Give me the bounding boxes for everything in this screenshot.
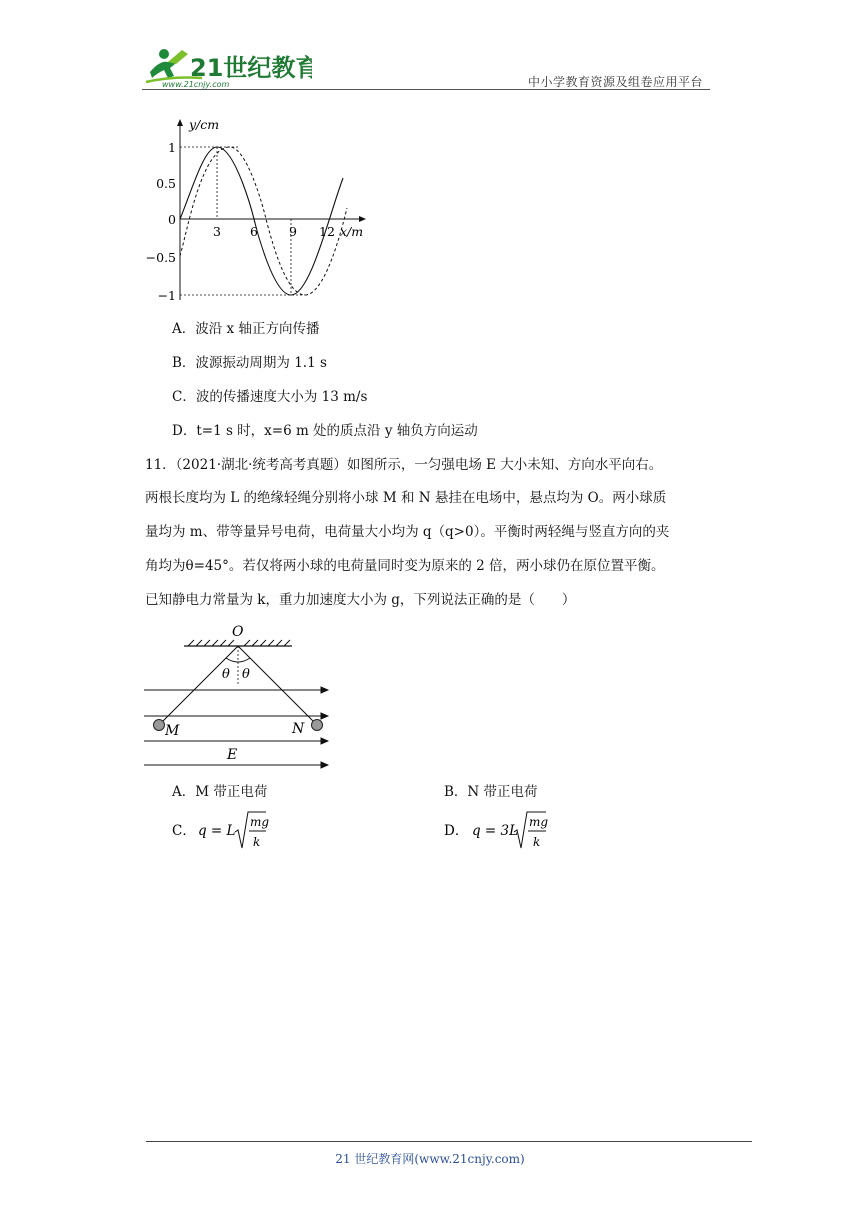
- q11-line-3: 量均为 m、带等量异号电荷，电荷量大小均为 q（q>0）。平衡时两轻绳与竖直方向的夹: [145, 524, 670, 540]
- q11-line-1: 11．（2021·湖北·统考高考真题）如图所示，一匀强电场 E 大小未知、方向水平向右。: [145, 457, 663, 473]
- x-tick: 12: [319, 224, 335, 239]
- logo-text: 21世纪教育: [190, 54, 312, 82]
- option-letter: D．: [444, 823, 469, 839]
- q11-option-b: [444, 782, 538, 802]
- theta-left: θ: [222, 667, 230, 682]
- ceiling-hatch: [188, 640, 290, 646]
- guide-lines: [180, 147, 305, 295]
- ball-n-label: N: [292, 721, 305, 737]
- ball-n: [312, 720, 323, 731]
- x-tick: 9: [289, 224, 297, 239]
- option-letter: A．: [172, 784, 196, 800]
- option-letter: A．: [172, 321, 196, 337]
- y-ticks: [146, 140, 176, 303]
- option-text: 波源振动周期为 1.1 s: [195, 355, 327, 371]
- electric-field-diagram: [140, 620, 340, 772]
- point-o-label: O: [232, 624, 244, 640]
- y-tick: 1: [168, 140, 176, 155]
- ball-m: [154, 720, 165, 731]
- q11-option-d: [444, 808, 574, 854]
- header-divider: [142, 89, 710, 90]
- q10-option-a: [172, 319, 319, 339]
- q10-option-d: [172, 421, 478, 441]
- x-tick: 3: [213, 224, 221, 239]
- option-text: N 带正电荷: [467, 784, 538, 800]
- wave-graph: [140, 112, 380, 308]
- option-letter: C．: [172, 823, 196, 839]
- field-e-label: E: [227, 747, 238, 763]
- q10-option-b: [172, 353, 327, 373]
- x-axis-label: x/m: [340, 224, 364, 239]
- q11-line-2: 两根长度均为 L 的绝缘轻绳分别将小球 M 和 N 悬挂在电场中，悬点均为 O。两小球质: [145, 490, 667, 506]
- x-tick: 6: [250, 224, 258, 239]
- q10-option-c: [172, 387, 367, 407]
- option-text: 波沿 x 轴正方向传播: [195, 321, 320, 337]
- formula-denominator: k: [253, 835, 261, 849]
- platform-name: 中小学教育资源及组卷应用平台: [528, 75, 704, 89]
- y-axis-label: y/cm: [189, 117, 220, 132]
- y-tick: 0: [168, 212, 176, 227]
- logo-url: www.21cnjy.com: [162, 80, 230, 89]
- wave-dashed: [180, 147, 347, 295]
- y-tick: 0.5: [156, 176, 176, 191]
- option-text: 波的传播速度大小为 13 m/s: [195, 389, 368, 405]
- formula-numerator: mg: [529, 815, 549, 829]
- y-tick: −0.5: [145, 250, 176, 265]
- option-text: t=1 s 时，x=6 m 处的质点沿 y 轴负方向运动: [196, 423, 478, 439]
- q11-option-a: [172, 782, 267, 802]
- option-letter: B．: [444, 784, 468, 800]
- wave-solid: [180, 147, 343, 295]
- site-logo: [142, 42, 312, 90]
- formula-lhs: q = 3L: [472, 823, 519, 839]
- y-tick: −1: [157, 288, 176, 303]
- option-text: M 带正电荷: [195, 784, 268, 800]
- footer-divider: [146, 1141, 752, 1142]
- formula-numerator: mg: [250, 815, 270, 829]
- footer-link[interactable]: 21 世纪教育网(www.21cnjy.com): [335, 1152, 525, 1166]
- theta-right: θ: [242, 667, 250, 682]
- formula-denominator: k: [533, 835, 541, 849]
- x-ticks: [213, 224, 335, 239]
- option-letter: B．: [172, 355, 196, 371]
- option-letter: C．: [172, 389, 196, 405]
- formula-lhs: q = L: [198, 823, 236, 839]
- q11-option-c: [172, 808, 292, 854]
- ball-m-label: M: [165, 723, 180, 739]
- option-letter: D．: [172, 423, 197, 439]
- q11-line-5: 已知静电力常量为 k，重力加速度大小为 g，下列说法正确的是（ ）: [145, 592, 576, 608]
- q11-line-4: 角均为θ=45°。若仅将两小球的电荷量同时变为原来的 2 倍，两小球仍在原位置平衡。: [145, 558, 665, 574]
